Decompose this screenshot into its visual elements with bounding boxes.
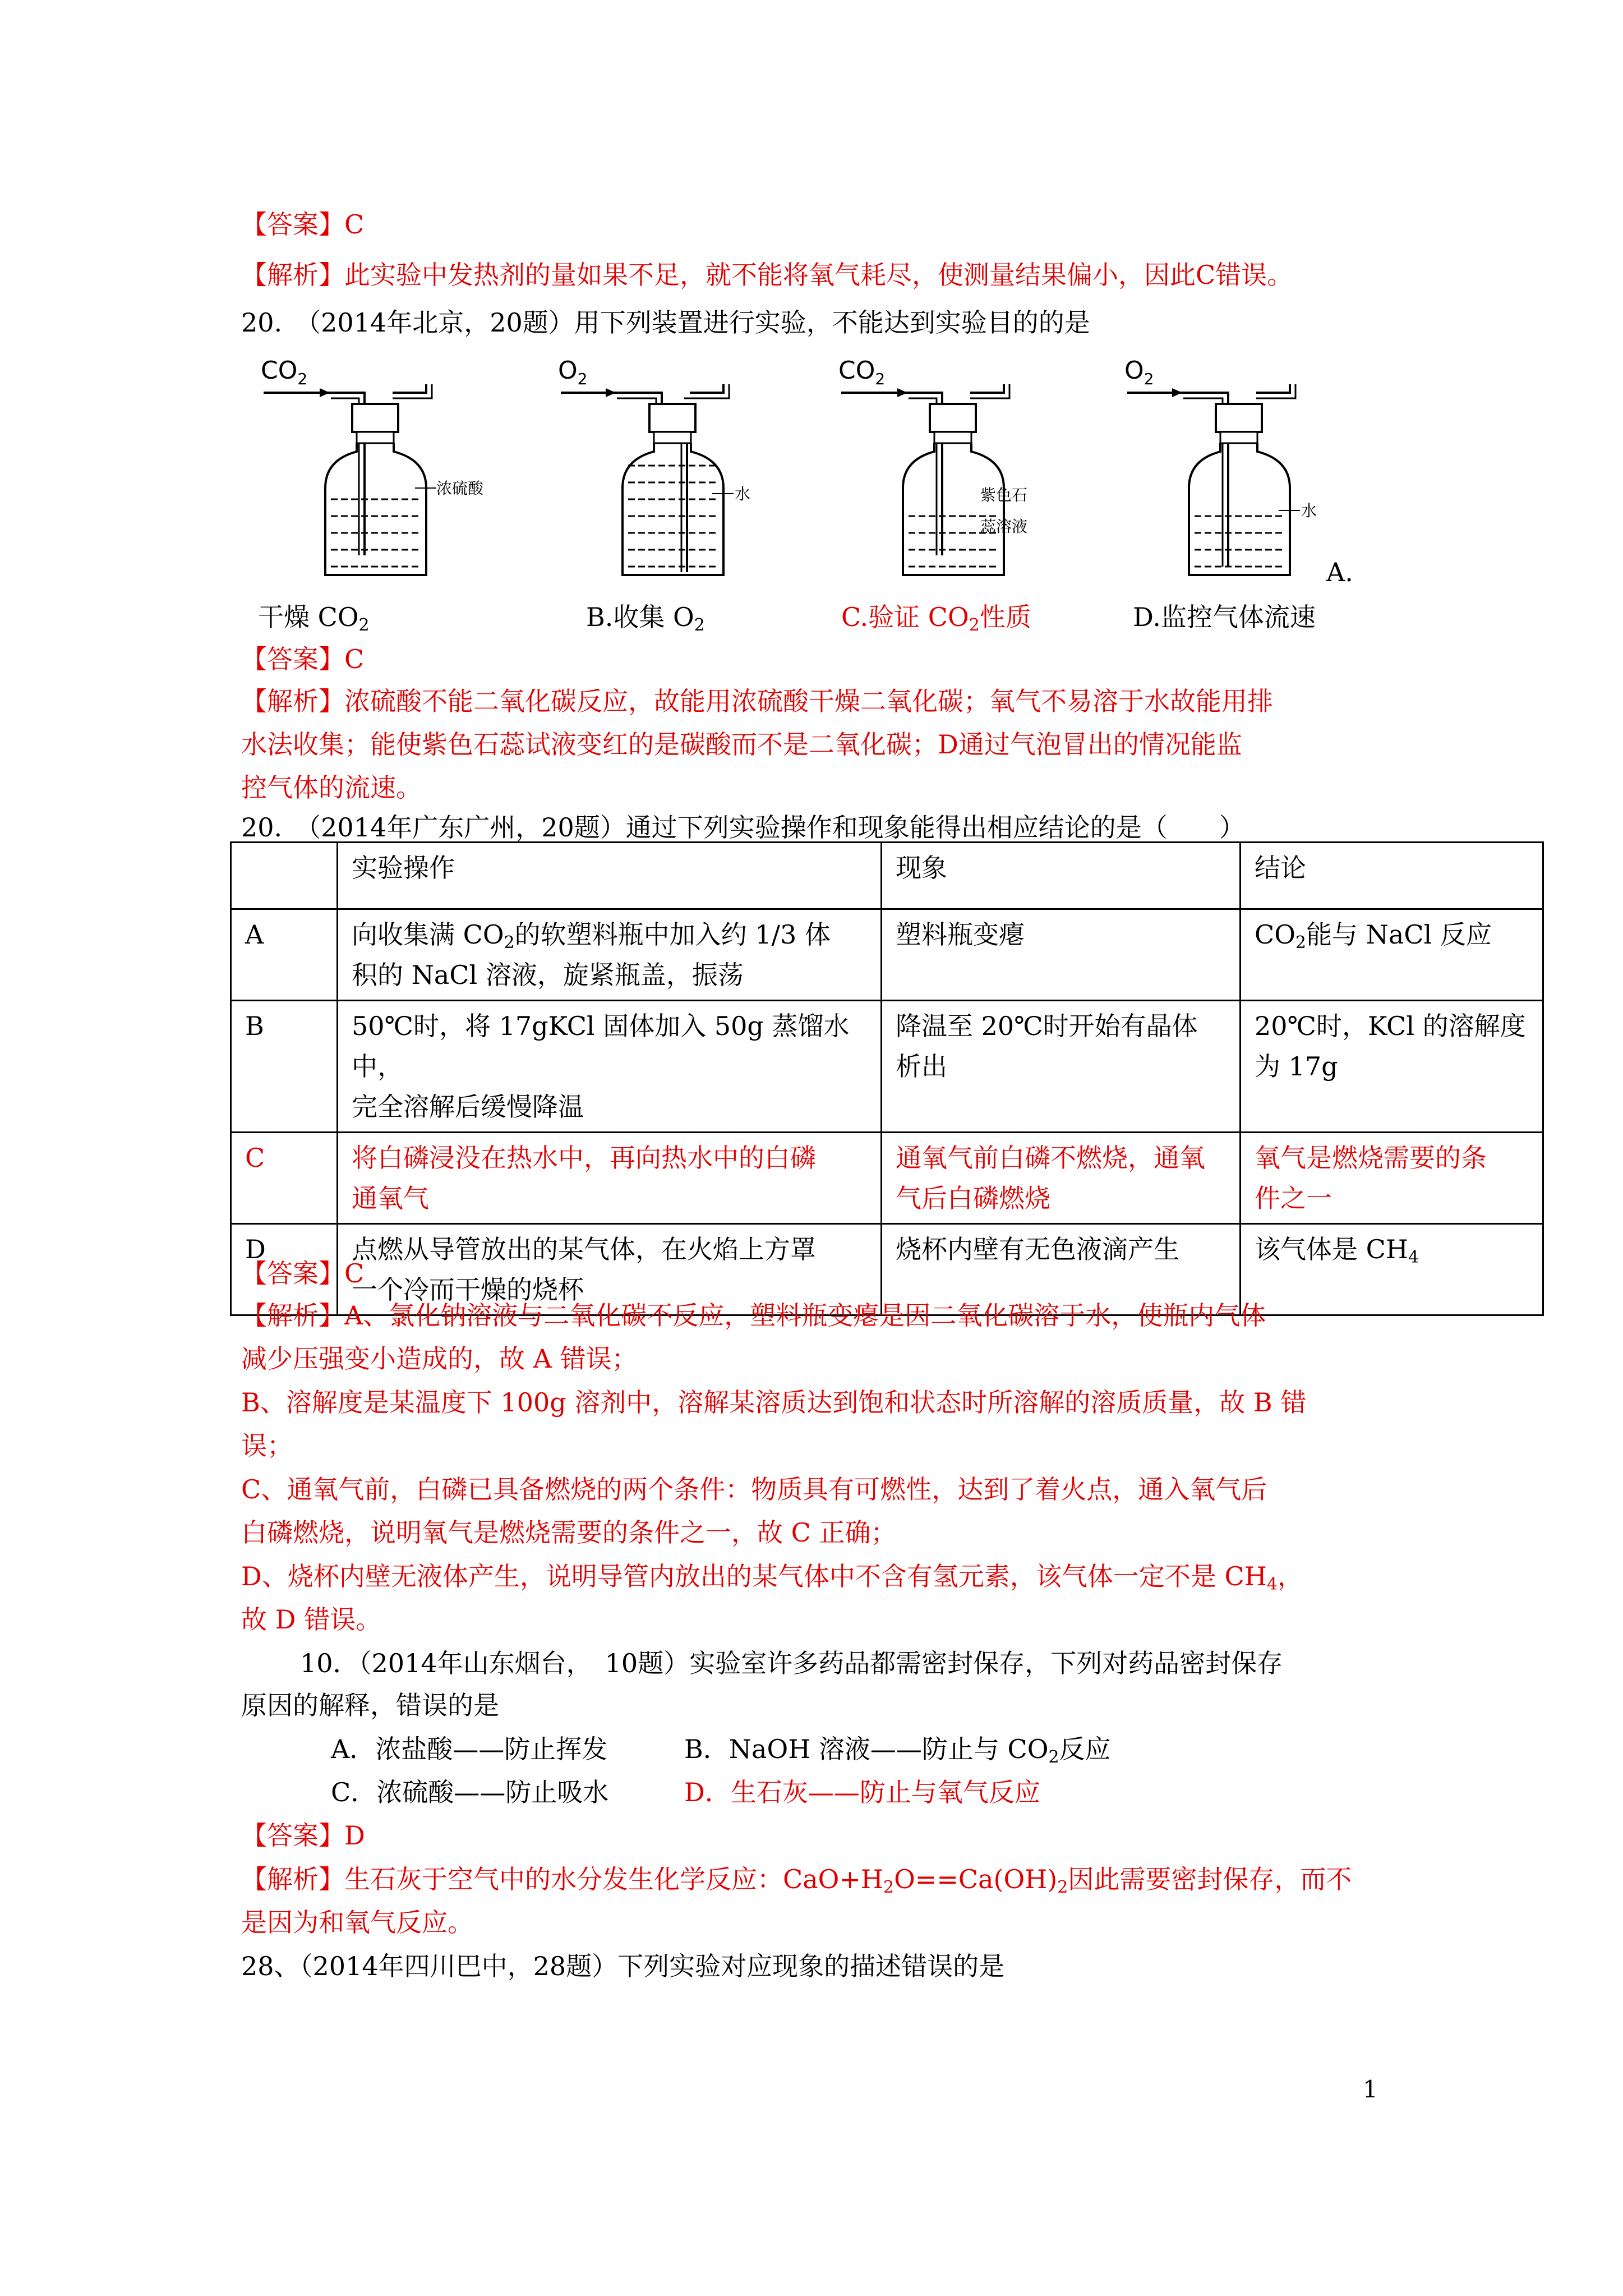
q20a-option-a: 干燥 $CO_2$ bbox=[258, 602, 370, 635]
q20b-analysis-6: 白磷燃烧，说明氧气是燃烧需要的条件之一，故 C 正确； bbox=[241, 1517, 897, 1548]
svg-text:浓硫酸: 浓硫酸 bbox=[436, 479, 484, 498]
apparatus-figure-3 bbox=[836, 353, 1082, 578]
header-label bbox=[231, 843, 338, 909]
q10-option-a: A．浓盐酸——防止挥发 bbox=[331, 1734, 608, 1764]
table-row-b bbox=[231, 1001, 1543, 1133]
q20b-analysis-4: 误； bbox=[241, 1430, 293, 1461]
q10-option-c: C．浓硫酸——防止吸水 bbox=[331, 1777, 609, 1807]
q20a-answer: 【答案】C bbox=[241, 644, 365, 674]
row-operation: 点燃从导管放出的某气体，在火焰上方罩 一个冷而干燥的烧杯 bbox=[338, 1224, 882, 1315]
q10-stem-2: 原因的解释，错误的是 bbox=[241, 1690, 499, 1720]
row-operation: 将白磷浸没在热水中，再向热水中的白磷 通氧气 bbox=[338, 1133, 882, 1224]
q20b-analysis-1: 【解析】A、氯化钠溶液与二氧化碳不反应，塑料瓶变瘪是因二氧化碳溶于水，使瓶内气体 bbox=[241, 1300, 1266, 1331]
page-number: 1 bbox=[1363, 2076, 1378, 2103]
q20a-stem: 20. （2014年北京，20题）用下列装置进行实验，不能达到实验目的的是 bbox=[241, 307, 1090, 338]
svg-text:CO2: $CO_2$ bbox=[261, 356, 308, 388]
header-phenomenon: 现象 bbox=[882, 843, 1241, 909]
row-conclusion: 20℃时，KCl 的溶解度 为 17g bbox=[1241, 1001, 1543, 1133]
q20a-option-a-letter: A. bbox=[1326, 557, 1353, 587]
svg-text:O2: $O_2$ bbox=[558, 356, 588, 388]
q20b-table bbox=[230, 841, 1544, 1316]
row-label: D bbox=[231, 1224, 338, 1315]
row-conclusion: 氧气是燃烧需要的条 件之一 bbox=[1241, 1133, 1543, 1224]
q10-option-b: B．NaOH 溶液——防止与 $CO_2$反应 bbox=[684, 1734, 1111, 1767]
row-phenomenon: 降温至 20℃时开始有晶体 析出 bbox=[882, 1001, 1241, 1133]
table-row-c bbox=[231, 1133, 1543, 1224]
q20b-answer: 【答案】C bbox=[241, 1258, 365, 1289]
apparatus-figure-1 bbox=[258, 353, 505, 578]
row-label: C bbox=[231, 1133, 338, 1224]
svg-text:蕊溶液: 蕊溶液 bbox=[980, 517, 1028, 536]
row-phenomenon: 通氧气前白磷不燃烧，通氧 气后白磷燃烧 bbox=[882, 1133, 1241, 1224]
q20a-analysis-3: 控气体的流速。 bbox=[241, 772, 422, 803]
apparatus-figure-4 bbox=[1122, 353, 1368, 578]
row-phenomenon: 烧杯内壁有无色液滴产生 bbox=[882, 1224, 1241, 1315]
q20b-analysis-7: D、烧杯内壁无液体产生，说明导管内放出的某气体中不含有氢元素，该气体一定不是 $CH_4$， bbox=[241, 1561, 1303, 1594]
q20a-analysis-1: 【解析】浓硫酸不能二氧化碳反应，故能用浓硫酸干燥二氧化碳；氧气不易溶于水故能用排 bbox=[241, 686, 1273, 716]
q20b-analysis-5: C、通氧气前，白磷已具备燃烧的两个条件：物质具有可燃性，达到了着火点，通入氧气后 bbox=[241, 1474, 1267, 1504]
row-operation: 50℃时，将 17gKCl 固体加入 50g 蒸馏水中， 完全溶解后缓慢降温 bbox=[338, 1001, 882, 1133]
q19-answer: 【答案】C bbox=[241, 209, 365, 240]
q10-analysis-2: 是因为和氧气反应。 bbox=[241, 1907, 473, 1938]
q20b-stem: 20. （2014年广东广州，20题）通过下列实验操作和现象能得出相应结论的是（ ） bbox=[241, 812, 1245, 843]
q10-analysis-1: 【解析】生石灰于空气中的水分发生化学反应：$CaO+H_2O==Ca(OH)_2$因此需要密封保存，而不 bbox=[241, 1864, 1352, 1897]
table-row-a bbox=[231, 909, 1543, 1001]
svg-text:CO2: $CO_2$ bbox=[838, 356, 886, 388]
q20b-analysis-8: 故 D 错误。 bbox=[241, 1604, 382, 1635]
q10-stem-1: 10．（2014年山东烟台， 10题）实验室许多药品都需密封保存，下列对药品密封保存 bbox=[300, 1648, 1283, 1678]
row-label: B bbox=[231, 1001, 338, 1133]
table-header-row bbox=[231, 843, 1543, 909]
q20a-option-b: B.收集 $O_2$ bbox=[586, 602, 705, 635]
header-conclusion: 结论 bbox=[1241, 843, 1543, 909]
q20b-analysis-3: B、溶解度是某温度下 100g 溶剂中，溶解某溶质达到饱和状态时所溶解的溶质质量，故 B 错 bbox=[241, 1387, 1307, 1418]
svg-text:水: 水 bbox=[735, 485, 751, 503]
q20a-option-c: C.验证 $CO_2$性质 bbox=[841, 602, 1031, 635]
q10-option-d: D．生石灰——防止与氧气反应 bbox=[684, 1777, 1040, 1807]
q20b-analysis-2: 减少压强变小造成的，故 A 错误； bbox=[241, 1343, 638, 1374]
row-operation: 向收集满 $CO_2$的软塑料瓶中加入约 1/3 体 积的 NaCl 溶液，旋紧瓶盖，振荡 bbox=[338, 909, 882, 1001]
q20a-option-d: D.监控气体流速 bbox=[1133, 602, 1316, 632]
q19-analysis: 【解析】此实验中发热剂的量如果不足，就不能将氧气耗尽，使测量结果偏小，因此C错误。 bbox=[241, 260, 1293, 290]
svg-text:O2: $O_2$ bbox=[1124, 356, 1154, 388]
row-conclusion: $CO_2$能与 NaCl 反应 bbox=[1241, 909, 1543, 1001]
header-operation: 实验操作 bbox=[338, 843, 882, 909]
row-conclusion: 该气体是 $CH_4$ bbox=[1241, 1224, 1543, 1315]
q20a-analysis-2: 水法收集；能使紫色石蕊试液变红的是碳酸而不是二氧化碳；D通过气泡冒出的情况能监 bbox=[241, 729, 1242, 760]
apparatus-figure-2 bbox=[555, 353, 802, 578]
q28-stem: 28、（2014年四川巴中，28题）下列实验对应现象的描述错误的是 bbox=[241, 1951, 1005, 1981]
q10-answer: 【答案】D bbox=[241, 1820, 365, 1851]
svg-text:紫色石: 紫色石 bbox=[980, 486, 1028, 504]
svg-text:水: 水 bbox=[1301, 501, 1317, 520]
row-phenomenon: 塑料瓶变瘪 bbox=[882, 909, 1241, 1001]
row-label: A bbox=[231, 909, 338, 1001]
